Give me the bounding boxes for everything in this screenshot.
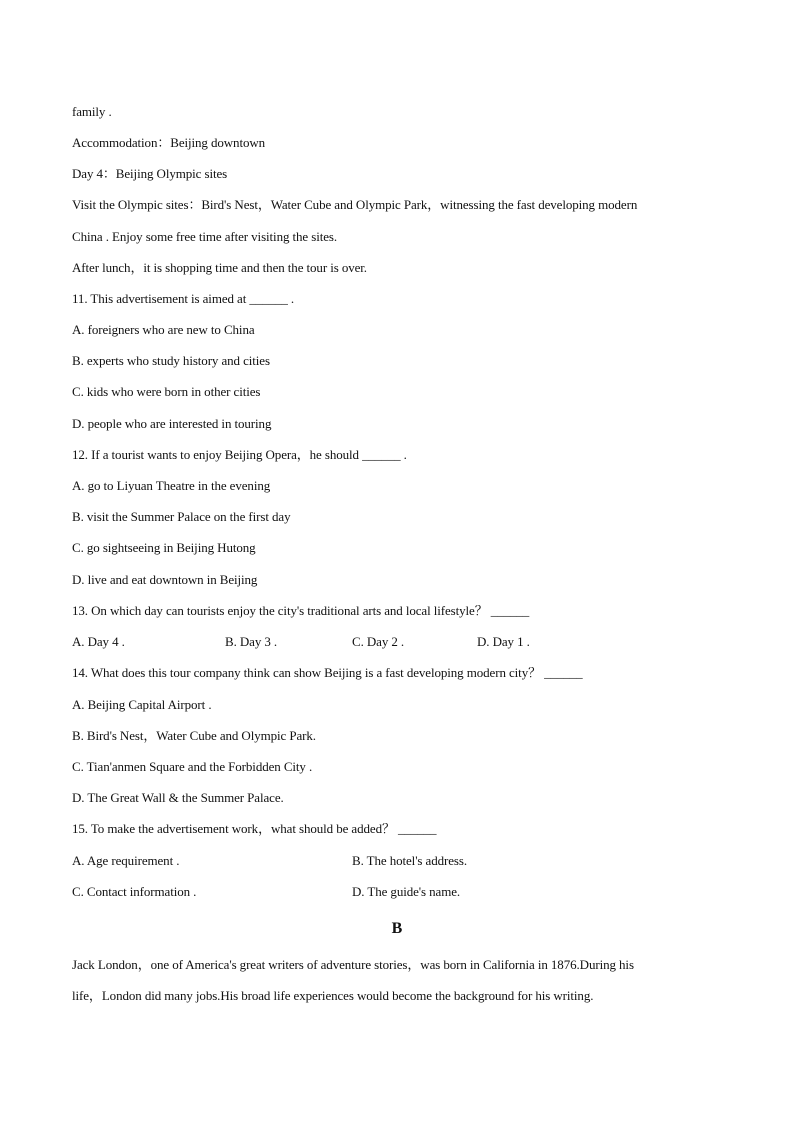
question-12-stem: 12. If a tourist wants to enjoy Beijing Opera，he should ______ . (72, 447, 407, 462)
question-14-stem: 14. What does this tour company think can show Beijing is a fast developing modern city？ ______ (72, 665, 583, 680)
question-13-option-d: D. Day 1 . (477, 634, 530, 649)
question-11-option-d: D. people who are interested in touring (72, 416, 272, 431)
question-11-option-a: A. foreigners who are new to China (72, 322, 255, 337)
passage-line: family . (72, 104, 112, 119)
question-12-option-a: A. go to Liyuan Theatre in the evening (72, 478, 271, 493)
question-15-option-b: B. The hotel's address. (352, 853, 467, 868)
question-13-option-c: C. Day 2 . (352, 634, 405, 649)
question-15-option-d: D. The guide's name. (352, 884, 461, 899)
question-11-stem: 11. This advertisement is aimed at ______ . (72, 291, 295, 306)
question-13-stem: 13. On which day can tourists enjoy the city's traditional arts and local lifestyle？ ______ (72, 603, 530, 618)
question-12-option-b: B. visit the Summer Palace on the first day (72, 509, 291, 524)
question-13-option-b: B. Day 3 . (225, 634, 278, 649)
passage-line: Accommodation：Beijing downtown (72, 135, 266, 150)
passage-line: Visit the Olympic sites：Bird's Nest，Water Cube and Olympic Park，witnessing the fast developing modern (72, 197, 638, 212)
passage-line: China . Enjoy some free time after visiting the sites. (72, 229, 338, 244)
question-14-option-b: B. Bird's Nest，Water Cube and Olympic Park. (72, 728, 316, 743)
passage-line: Day 4：Beijing Olympic sites (72, 166, 228, 181)
passage-line: After lunch，it is shopping time and then the tour is over. (72, 260, 367, 275)
section-b-heading: B (391, 920, 403, 937)
question-15-option-c: C. Contact information . (72, 884, 197, 899)
question-12-option-d: D. live and eat downtown in Beijing (72, 572, 258, 587)
question-11-option-b: B. experts who study history and cities (72, 353, 270, 368)
section-b-line: life，London did many jobs.His broad life experiences would become the background for his writing. (72, 988, 594, 1003)
question-15-option-a: A. Age requirement . (72, 853, 180, 868)
question-12-option-c: C. go sightseeing in Beijing Hutong (72, 540, 256, 555)
question-14-option-c: C. Tian'anmen Square and the Forbidden City . (72, 759, 313, 774)
section-b-line: Jack London，one of America's great writers of adventure stories，was born in California in 1876.During his (72, 957, 634, 972)
question-14-option-d: D. The Great Wall & the Summer Palace. (72, 790, 284, 805)
question-15-stem: 15. To make the advertisement work，what should be added？ ______ (72, 821, 437, 836)
question-14-option-a: A. Beijing Capital Airport . (72, 697, 212, 712)
question-13-option-a: A. Day 4 . (72, 634, 125, 649)
question-11-option-c: C. kids who were born in other cities (72, 384, 261, 399)
